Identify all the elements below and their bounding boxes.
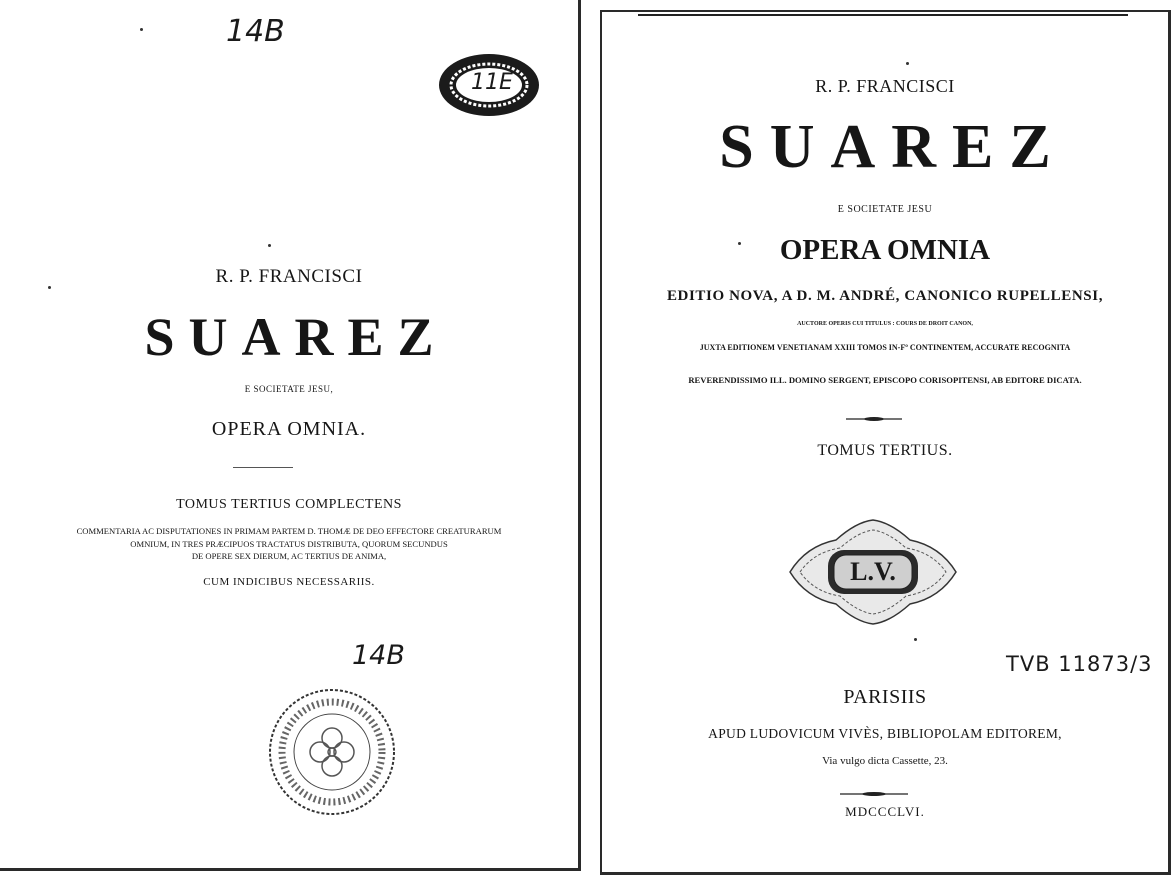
left-tome-heading: TOMUS TERTIUS COMPLECTENS: [176, 497, 402, 512]
oval-library-stamp: [437, 52, 541, 118]
right-ornament-rule-1: [846, 408, 902, 412]
handwritten-shelfmark-top: 14B: [226, 14, 285, 49]
right-author-of-line: AUCTORE OPERIS CUI TITULUS : COURS DE DROIT CANON,: [797, 321, 973, 327]
paper-speck: [914, 638, 917, 641]
right-dedication-line: REVERENDISSIMO ILL. DOMINO SERGENT, EPISCOPO CORISOPITENSI, AB EDITORE DICATA.: [688, 375, 1082, 385]
round-library-stamp: [266, 686, 398, 818]
left-title-page: [0, 0, 581, 871]
handwritten-shelfmark-bottom: 14B: [352, 640, 405, 671]
paper-speck: [906, 62, 909, 65]
right-venice-line: JUXTA EDITIONEM VENETIANAM XXIII TOMOS IN-Fº CONTINENTEM, ACCURATE RECOGNITA: [699, 343, 1071, 352]
right-edition-line: EDITIO NOVA, A D. M. ANDRÉ, CANONICO RUPELLENSI,: [666, 288, 1104, 304]
publisher-monogram: L.V.: [850, 557, 896, 586]
handwritten-call-number: TVB 11873/3: [1006, 652, 1153, 676]
left-society-line: E SOCIETATE JESU,: [244, 384, 334, 394]
left-contents-line-3: DE OPERE SEX DIERUM, AC TERTIUS DE ANIMA,: [191, 551, 387, 561]
paper-speck: [140, 28, 143, 31]
right-surname-title: SUAREZ: [719, 113, 1067, 181]
left-contents-line-2: OMNIUM, IN TRES PRÆCIPUOS TRACTATUS DISTRIBUTA, QUORUM SECUNDUS: [130, 539, 448, 549]
round-stamp-icon: [266, 686, 398, 818]
right-society-line: E SOCIETATE JESU: [837, 204, 933, 215]
right-city: PARISIIS: [843, 686, 927, 708]
right-tome-line: TOMUS TERTIUS.: [817, 442, 953, 459]
left-divider-rule: [233, 467, 293, 468]
left-indices-line: CUM INDICIBUS NECESSARIIS.: [203, 576, 375, 588]
oval-stamp-text: 11E: [471, 70, 513, 95]
right-address-line: Via vulgo dicta Cassette, 23.: [822, 755, 948, 767]
right-ornament-rule-2: [840, 783, 908, 787]
left-work-title: OPERA OMNIA.: [211, 418, 367, 440]
left-author-line: R. P. FRANCISCI: [215, 266, 363, 287]
right-year: MDCCCLVI.: [845, 804, 925, 819]
left-contents-line-1: COMMENTARIA AC DISPUTATIONES IN PRIMAM PARTEM D. THOMÆ DE DEO EFFECTORE CREATURARUM: [76, 526, 502, 536]
right-author-line: R. P. FRANCISCI: [815, 76, 955, 96]
right-publisher-line: APUD LUDOVICUM VIVÈS, BIBLIOPOLAM EDITOREM,: [708, 726, 1062, 741]
right-work-title: OPERA OMNIA: [779, 234, 991, 266]
publisher-device: [786, 516, 960, 628]
top-edge-rule: [638, 14, 1128, 16]
paper-speck: [268, 244, 271, 247]
right-title-page: [600, 10, 1171, 875]
left-surname-title: SUAREZ: [144, 307, 448, 367]
